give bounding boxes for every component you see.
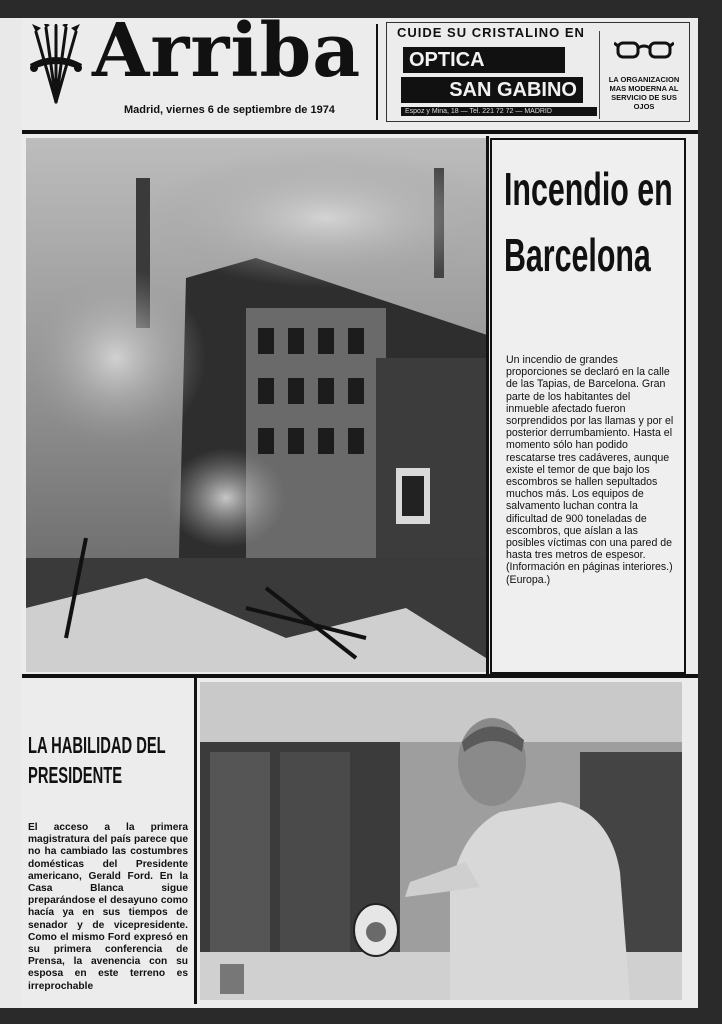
second-headline: LA HABILIDAD DEL PRESIDENTE: [28, 732, 166, 788]
yoke-and-arrows-emblem-icon: [28, 24, 84, 108]
bottom-column-divider: [194, 678, 197, 1004]
president-cooking-photo: [200, 682, 682, 1000]
ad-brand-line-1: OPTICA: [403, 47, 565, 73]
masthead-divider: [376, 24, 378, 120]
ad-tagline: CUIDE SU CRISTALINO EN: [397, 25, 585, 40]
optician-advertisement: [386, 22, 690, 122]
ad-brand-line-2: SAN GABINO: [401, 77, 583, 103]
masthead: [22, 8, 698, 130]
eyeglasses-icon: [614, 37, 674, 63]
previous-page-edge: [0, 18, 23, 1008]
ad-slogan: LA ORGANIZACION MAS MODERNA AL SERVICIO DE SUS OJOS: [608, 75, 680, 111]
dateline: Madrid, viernes 6 de septiembre de 1974: [124, 104, 335, 116]
column-divider: [486, 136, 489, 676]
second-story: [26, 682, 192, 1000]
section-rule: [22, 674, 698, 678]
masthead-rule: [22, 130, 698, 134]
binding-edge: [698, 18, 722, 1008]
newspaper-front-page: [22, 8, 698, 1008]
lead-story-box: [490, 138, 686, 674]
ad-address: Espoz y Mina, 18 — Tel. 221 72 72 — MADRID: [401, 107, 597, 116]
second-story-body: El acceso a la primera magistratura del país parece que no ha cambiado las costumbres domésticas del Presidente americano, Gerald Ford. En la Casa Blanca sigue preparándose el desayuno como hacía ya en sus tiempos de senador y de vicepresidente. Como el mismo Ford expresó en su primera conferencia de Prensa, la avenencia con su esposa en este terreno es irreprochable: [28, 822, 188, 992]
ad-side-panel: [599, 31, 687, 119]
lead-story-body: Un incendio de grandes proporciones se declaró en la calle de las Tapias, de Barcelona. Gran parte de los habitantes del inmueble afectado fueron sorprendidos por las llamas y por el posterior derrumbamiento. Hasta el momento sólo han podido rescatarse tres cadáveres, aunque existe el temor de que bajo los escombros se hallen sepultados muchos más. Los equipos de salvamento luchan contra la dificultad de 900 toneladas de escombros, que aíslan a las posibles víctimas con una pared de hasta tres metros de espesor. (Información en páginas interiores.) (Europa.): [506, 354, 674, 586]
newspaper-logo: Arriba: [92, 8, 362, 94]
barcelona-fire-photo: [26, 138, 486, 672]
lead-headline: Incendio en Barcelona: [504, 163, 673, 281]
